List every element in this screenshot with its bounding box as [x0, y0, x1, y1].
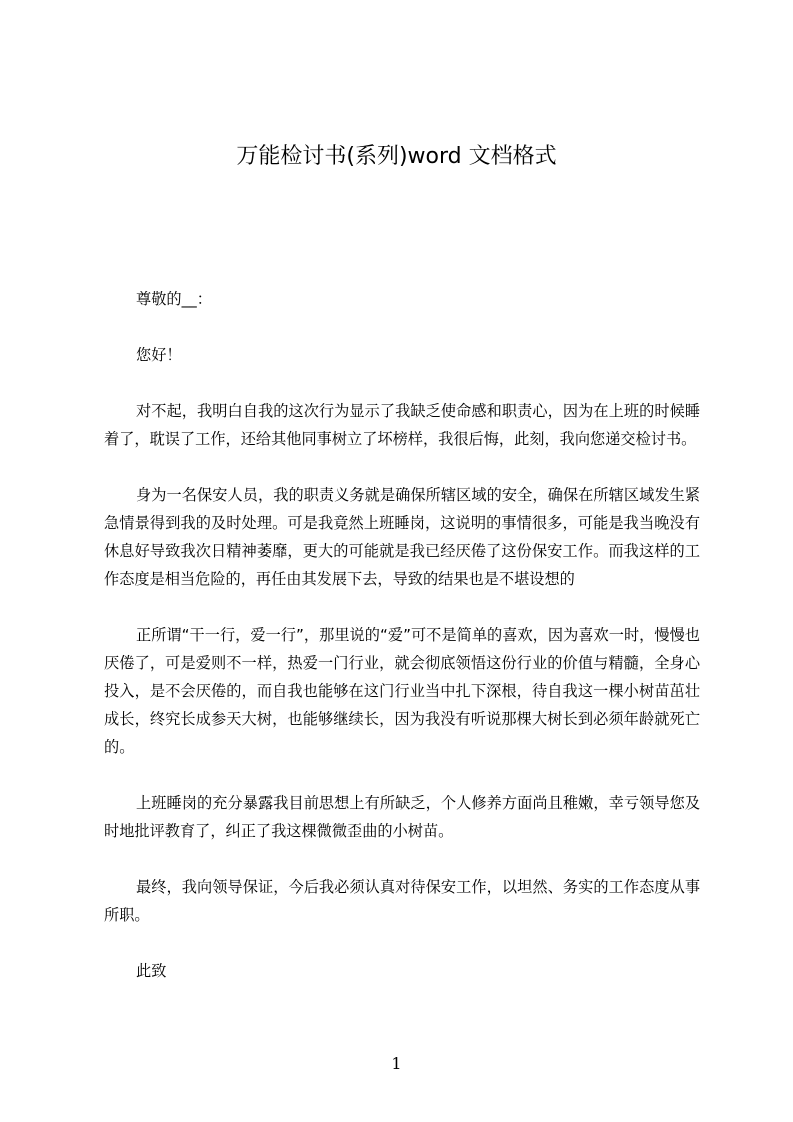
greeting: 您好！	[136, 346, 182, 364]
paragraph-love-the-job: 正所谓“干一行，爱一行”，那里说的“爱”可不是简单的喜欢，因为喜欢一时，慢慢也厌倦了，可是爱则不一样，热爱一门行业，就会彻底领悟这份行业的价值与精髓，全身心投入，是不会厌倦的，而自我也能够在这门行业当中扎下深根，待自我这一棵小树苗茁壮成长，终究长成参天大树，也能够继续长，因为我没有听说那棵大树长到必须年龄就死亡的。	[104, 626, 700, 756]
paragraph-promise: 最终，我向领导保证，今后我必须认真对待保安工作，以坦然、务实的工作态度从事所职。	[104, 878, 700, 924]
page-number: 1	[391, 1054, 402, 1073]
paragraph-duty: 身为一名保安人员，我的职责义务就是确保所辖区域的安全，确保在所辖区域发生紧急情景得到我的及时处理。可是我竟然上班睡岗，这说明的事情很多，可能是我当晚没有休息好导致我次日精神萎靡，更大的可能就是我已经厌倦了这份保安工作。而我这样的工作态度是相当危险的，再任由其发展下去，导致的结果也是不堪设想的	[104, 486, 700, 588]
salutation: 尊敬的__：	[136, 290, 212, 308]
document-title: 万能检讨书(系列)word 文档格式	[236, 144, 557, 169]
closing: 此致	[136, 962, 167, 980]
document-body	[104, 285, 700, 985]
paragraph-reflection: 上班睡岗的充分暴露我目前思想上有所缺乏，个人修养方面尚且稚嫩，幸亏领导您及时地批评教育了，纠正了我这棵微微歪曲的小树苗。	[104, 794, 700, 840]
paragraph-apology: 对不起，我明白自我的这次行为显示了我缺乏使命感和职责心，因为在上班的时候睡着了，耽误了工作，还给其他同事树立了坏榜样，我很后悔，此刻，我向您递交检讨书。	[104, 402, 700, 448]
